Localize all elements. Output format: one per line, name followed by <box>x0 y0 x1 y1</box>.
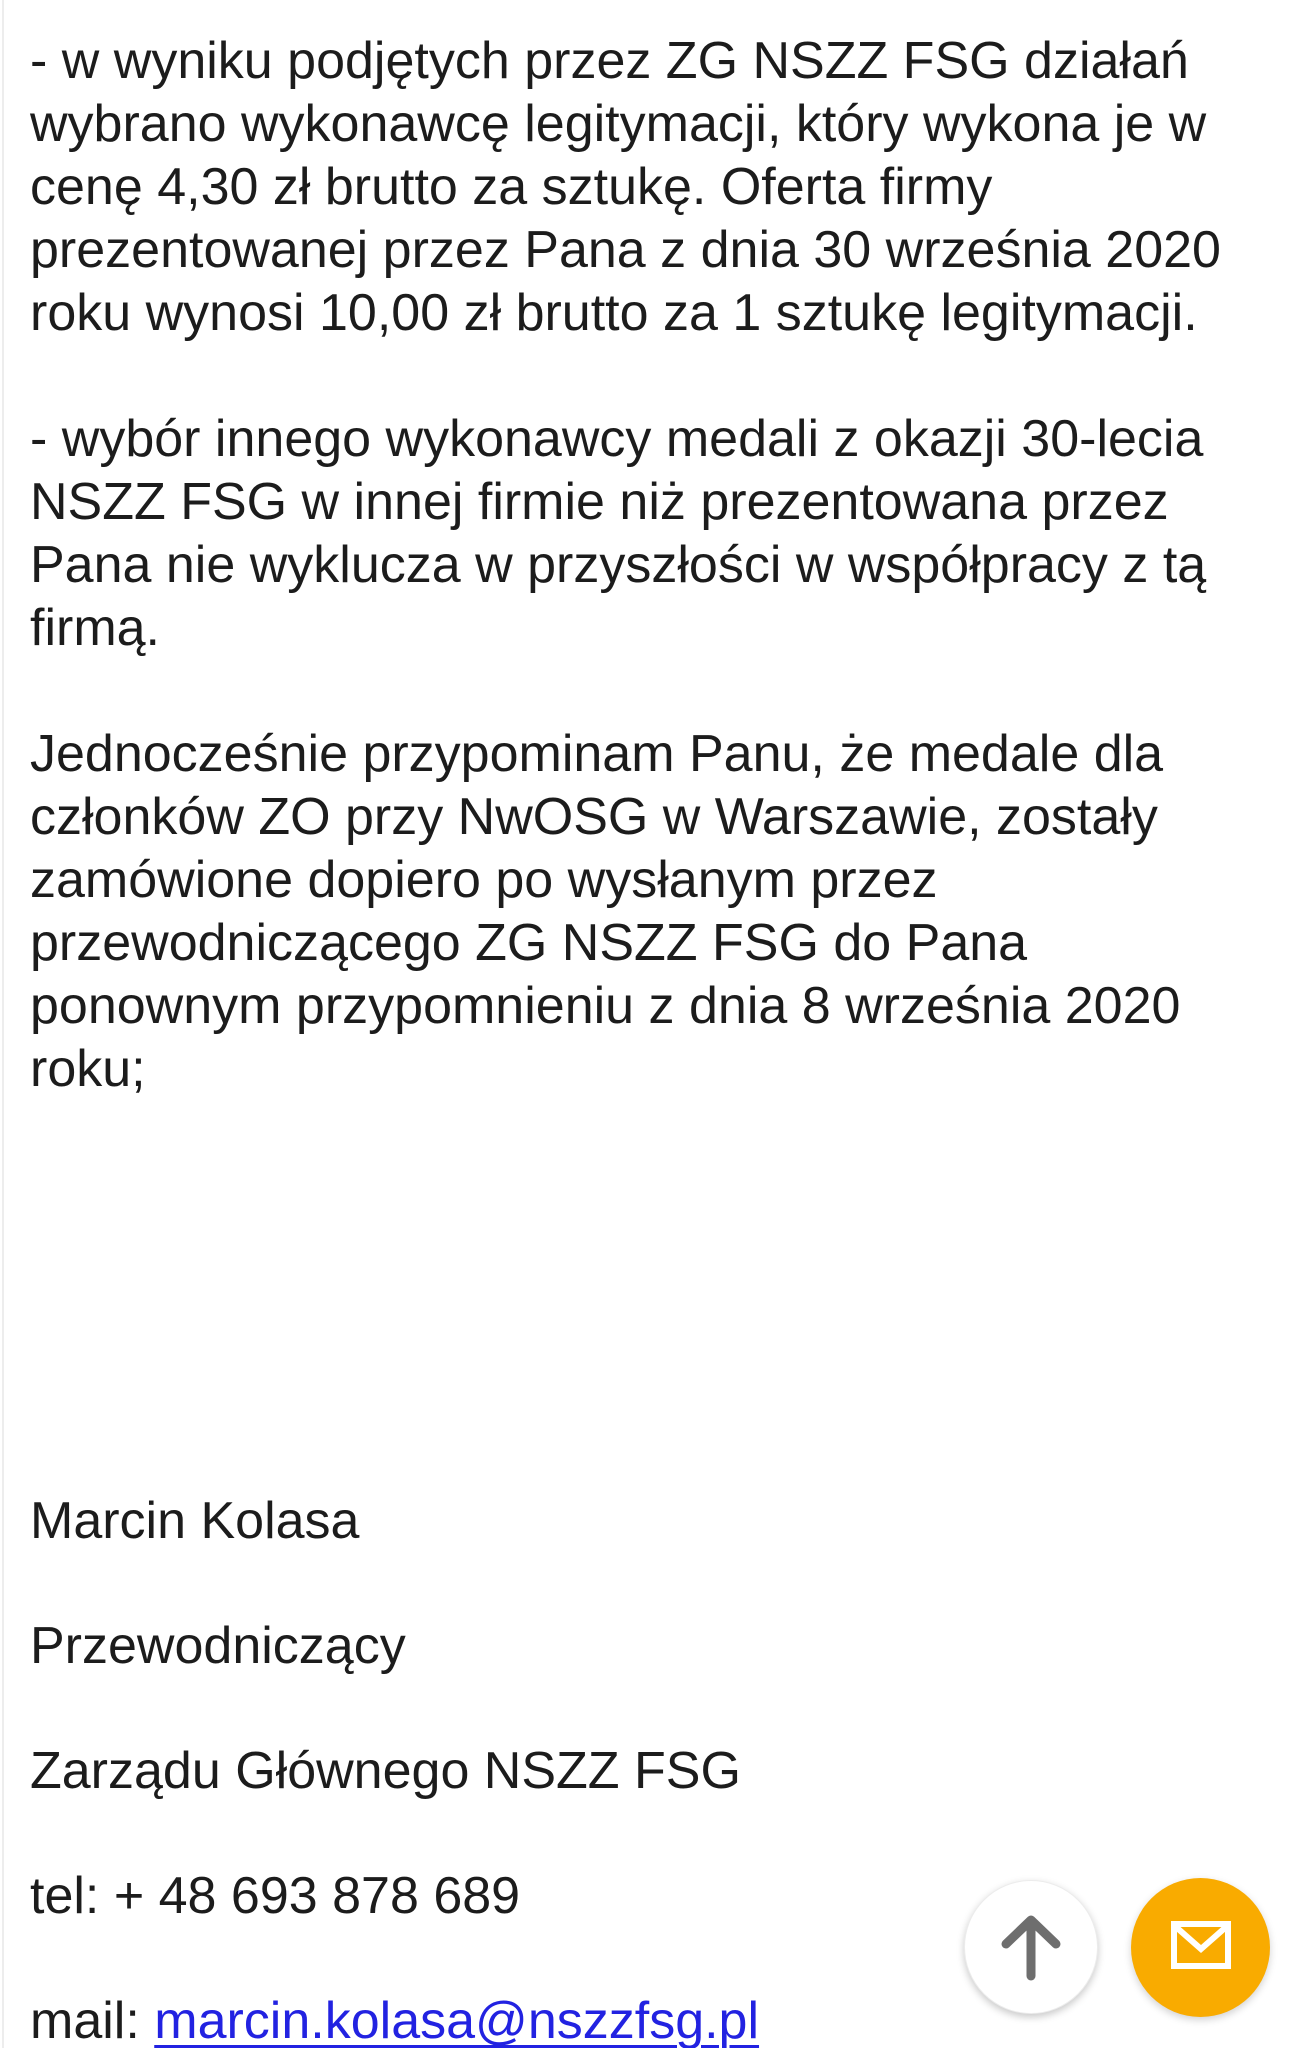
compose-email-button[interactable] <box>1131 1878 1270 2017</box>
body-text-line: roku; <box>30 1040 146 1098</box>
left-edge-divider <box>2 0 4 2048</box>
signature-name: Marcin Kolasa <box>30 1492 360 1550</box>
body-text-line: Pana nie wyklucza w przyszłości w współpracy z tą <box>30 536 1207 594</box>
body-text-line: zamówione dopiero po wysłanym przez <box>30 851 938 909</box>
body-text-line: Jednocześnie przypominam Panu, że medale dla <box>30 725 1164 783</box>
body-text-line: ponownym przypomnieniu z dnia 8 września 2020 <box>30 977 1181 1035</box>
envelope-icon <box>1170 1920 1232 1975</box>
body-text-line: NSZZ FSG w innej firmie niż prezentowana przez <box>30 473 1169 531</box>
scroll-to-top-button[interactable] <box>964 1880 1098 2014</box>
signature-mail-line <box>30 1990 1274 2048</box>
arrow-up-icon <box>986 1900 1076 1995</box>
body-text-line: prezentowanej przez Pana z dnia 30 września 2020 <box>30 221 1221 279</box>
body-text-line: firmą. <box>30 599 160 657</box>
mail-label: mail: <box>30 1992 155 2048</box>
body-text-line: - w wyniku podjętych przez ZG NSZZ FSG działań <box>30 32 1189 90</box>
signature-phone: tel: + 48 693 878 689 <box>30 1867 521 1925</box>
email-address-link[interactable]: marcin.kolasa@nszzfsg.pl <box>154 1992 760 2048</box>
body-text-line: przewodniczącego ZG NSZZ FSG do Pana <box>30 914 1028 972</box>
body-paragraph <box>30 30 1274 345</box>
body-paragraph <box>30 408 1274 660</box>
signature-organization: Zarządu Głównego NSZZ FSG <box>30 1742 741 1800</box>
body-text-line: wybrano wykonawcę legitymacji, który wykona je w <box>30 95 1207 153</box>
body-text-line: - wybór innego wykonawcy medali z okazji 30-lecia <box>30 410 1204 468</box>
body-text-line: członków ZO przy NwOSG w Warszawie, zostały <box>30 788 1158 846</box>
body-paragraph <box>30 723 1274 1101</box>
body-text-line: roku wynosi 10,00 zł brutto za 1 sztukę legitymacji. <box>30 284 1198 342</box>
email-body-text <box>30 30 1274 2048</box>
signature-title: Przewodniczący <box>30 1617 406 1675</box>
body-text-line: cenę 4,30 zł brutto za sztukę. Oferta firmy <box>30 158 993 216</box>
